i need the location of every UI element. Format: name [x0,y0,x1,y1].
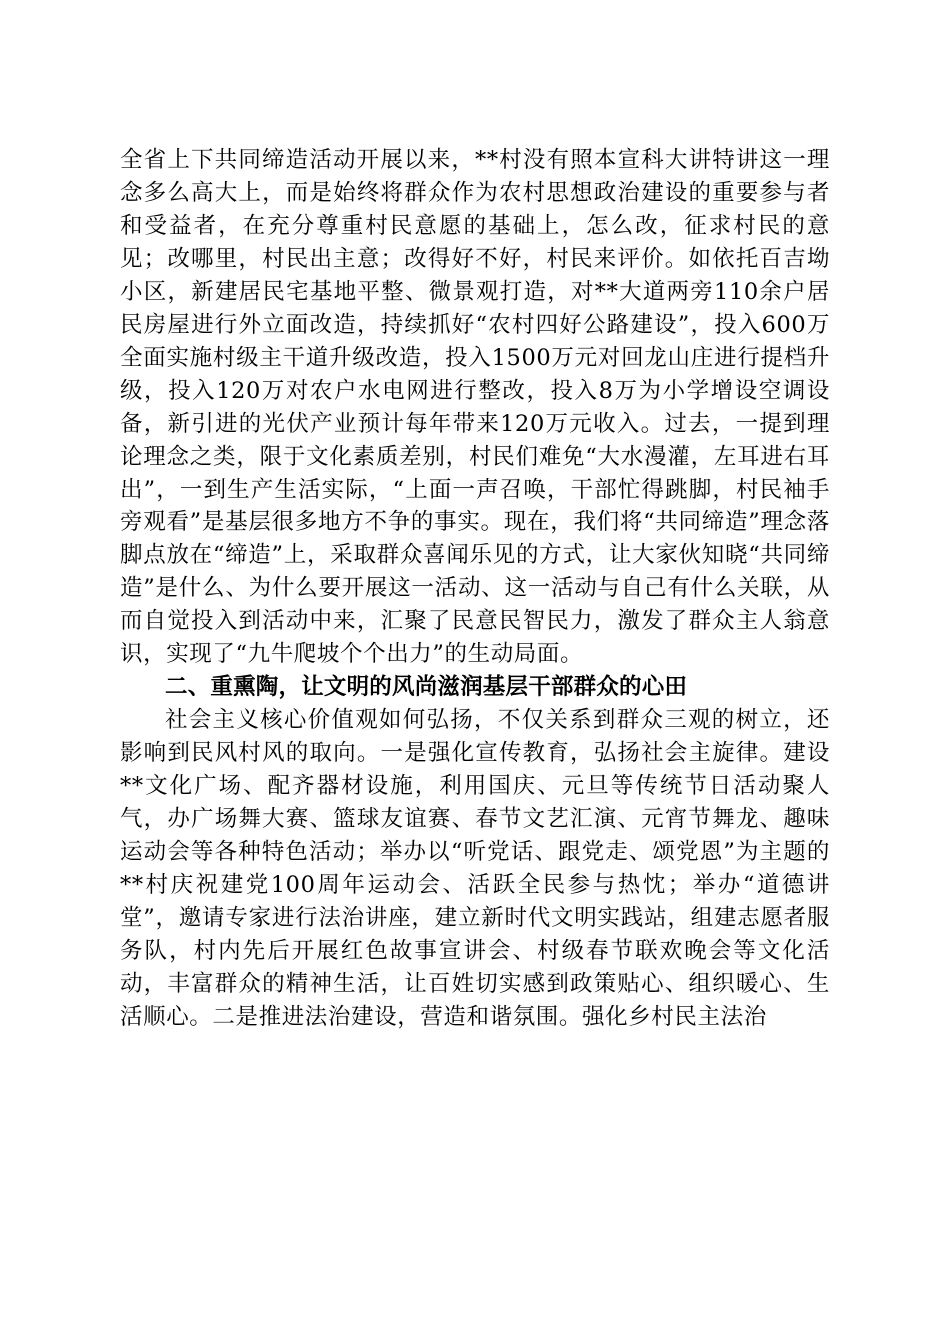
body-paragraph-1: 全省上下共同缔造活动开展以来，**村没有照本宣科大讲特讲这一理念多么高大上，而是始终将群众作为农村思想政治建设的重要参与者和受益者，在充分尊重村民意愿的基础上，怎么改，征求村民的意见；改哪里，村民出主意；改得好不好，村民来评价。如依托百吉坳小区，新建居民宅基地平整、微景观打造，对**大道两旁110余户居民房屋进行外立面改造，持续抓好“农村四好公路建设”，投入600万全面实施村级主干道升级改造，投入1500万元对回龙山庄进行提档升级，投入120万对农户水电网进行整改，投入8万为小学增设空调设备，新引进的光伏产业预计每年带来120万元收入。过去，一提到理论理念之类，限于文化素质差别，村民们难免“大水漫灌，左耳进右耳出”，一到生产生活实际，“上面一声召唤，干部忙得跳脚，村民袖手旁观看”是基层很多地方不争的事实。现在，我们将“共同缔造”理念落脚点放在“缔造”上，采取群众喜闻乐见的方式，让大家伙知晓“共同缔造”是什么、为什么要开展这一活动、这一活动与自己有什么关联，从而自觉投入到活动中来，汇聚了民意民智民力，激发了群众主人翁意识，实现了“九牛爬坡个个出力”的生动局面。 [120,147,830,668]
section-heading-2: 二、重熏陶，让文明的风尚滋润基层干部群众的心田 [165,674,688,701]
document-body [120,144,830,1034]
body-paragraph-2: 社会主义核心价值观如何弘扬，不仅关系到群众三观的树立，还影响到民风村风的取向。一是强化宣传教育，弘扬社会主旋律。建设**文化广场、配齐器材设施，利用国庆、元旦等传统节日活动聚人气，办广场舞大赛、篮球友谊赛、春节文艺汇演、元宵节舞龙、趣味运动会等各种特色活动；举办以“听党话、跟党走、颂党恩”为主题的**村庆祝建党100周年运动会、活跃全民参与热忱；举办“道德讲堂”，邀请专家进行法治讲座，建立新时代文明实践站，组建志愿者服务队，村内先后开展红色故事宣讲会、村级春节联欢晚会等文化活动，丰富群众的精神生活，让百姓切实感到政策贴心、组织暖心、生活顺心。二是推进法治建设，营造和谐氛围。强化乡村民主法治 [120,707,830,1030]
